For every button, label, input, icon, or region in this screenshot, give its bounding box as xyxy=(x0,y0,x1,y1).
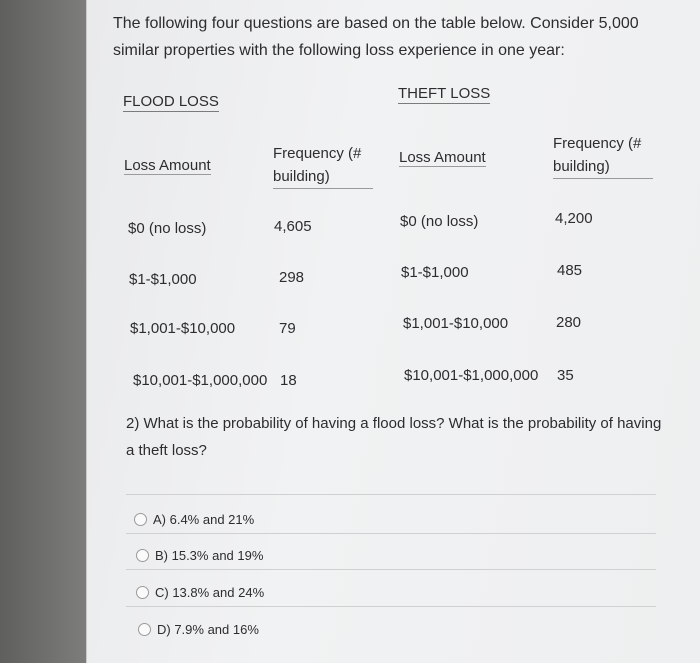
divider xyxy=(126,533,656,534)
theft-row-amount: $1-$1,000 xyxy=(401,264,469,281)
theft-row-frequency: 4,200 xyxy=(555,210,593,227)
option-label: B) 15.3% and 19% xyxy=(155,547,264,563)
theft-row-amount: $0 (no loss) xyxy=(400,213,479,230)
answer-option-b[interactable] xyxy=(136,546,263,564)
option-label: D) 7.9% and 16% xyxy=(157,621,259,637)
question-text: 2) What is the probability of having a flood loss? What is the probability of having a theft loss? xyxy=(126,415,662,459)
flood-loss-title: FLOOD LOSS xyxy=(123,93,219,110)
radio-button[interactable] xyxy=(138,623,151,636)
theft-row-frequency: 35 xyxy=(557,367,574,384)
flood-row-frequency: 79 xyxy=(279,320,296,337)
flood-frequency-header: Frequency (# building) xyxy=(273,142,373,189)
flood-row-amount: $0 (no loss) xyxy=(128,220,207,237)
theft-frequency-header: Frequency (# building) xyxy=(553,132,653,179)
option-label: A) 6.4% and 21% xyxy=(153,511,255,527)
divider xyxy=(126,606,656,607)
flood-row-frequency: 298 xyxy=(279,269,305,286)
theft-row-amount: $10,001-$1,000,000 xyxy=(404,367,539,384)
divider xyxy=(126,569,656,570)
flood-row-frequency: 4,605 xyxy=(274,218,312,235)
theft-loss-amount-header: Loss Amount xyxy=(399,149,486,166)
intro-text: The following four questions are based on the table below. Consider 5,000 similar properties with the following loss experience in one year: xyxy=(113,15,639,59)
radio-button[interactable] xyxy=(134,513,147,526)
theft-row-amount: $1,001-$10,000 xyxy=(403,315,509,332)
answer-option-a[interactable] xyxy=(134,510,254,528)
answer-option-d[interactable] xyxy=(138,620,259,638)
background-left xyxy=(0,0,86,663)
divider xyxy=(126,494,656,495)
flood-row-amount: $10,001-$1,000,000 xyxy=(133,372,268,389)
flood-row-frequency: 18 xyxy=(280,372,297,389)
theft-row-frequency: 485 xyxy=(557,262,583,279)
theft-loss-title: THEFT LOSS xyxy=(398,85,491,102)
answer-option-c[interactable] xyxy=(136,583,264,601)
flood-row-amount: $1-$1,000 xyxy=(129,271,197,288)
theft-row-frequency: 280 xyxy=(556,314,582,331)
radio-button[interactable] xyxy=(136,549,149,562)
option-label: C) 13.8% and 24% xyxy=(155,584,265,600)
flood-loss-amount-header: Loss Amount xyxy=(124,157,211,174)
radio-button[interactable] xyxy=(136,586,149,599)
flood-row-amount: $1,001-$10,000 xyxy=(130,320,236,337)
